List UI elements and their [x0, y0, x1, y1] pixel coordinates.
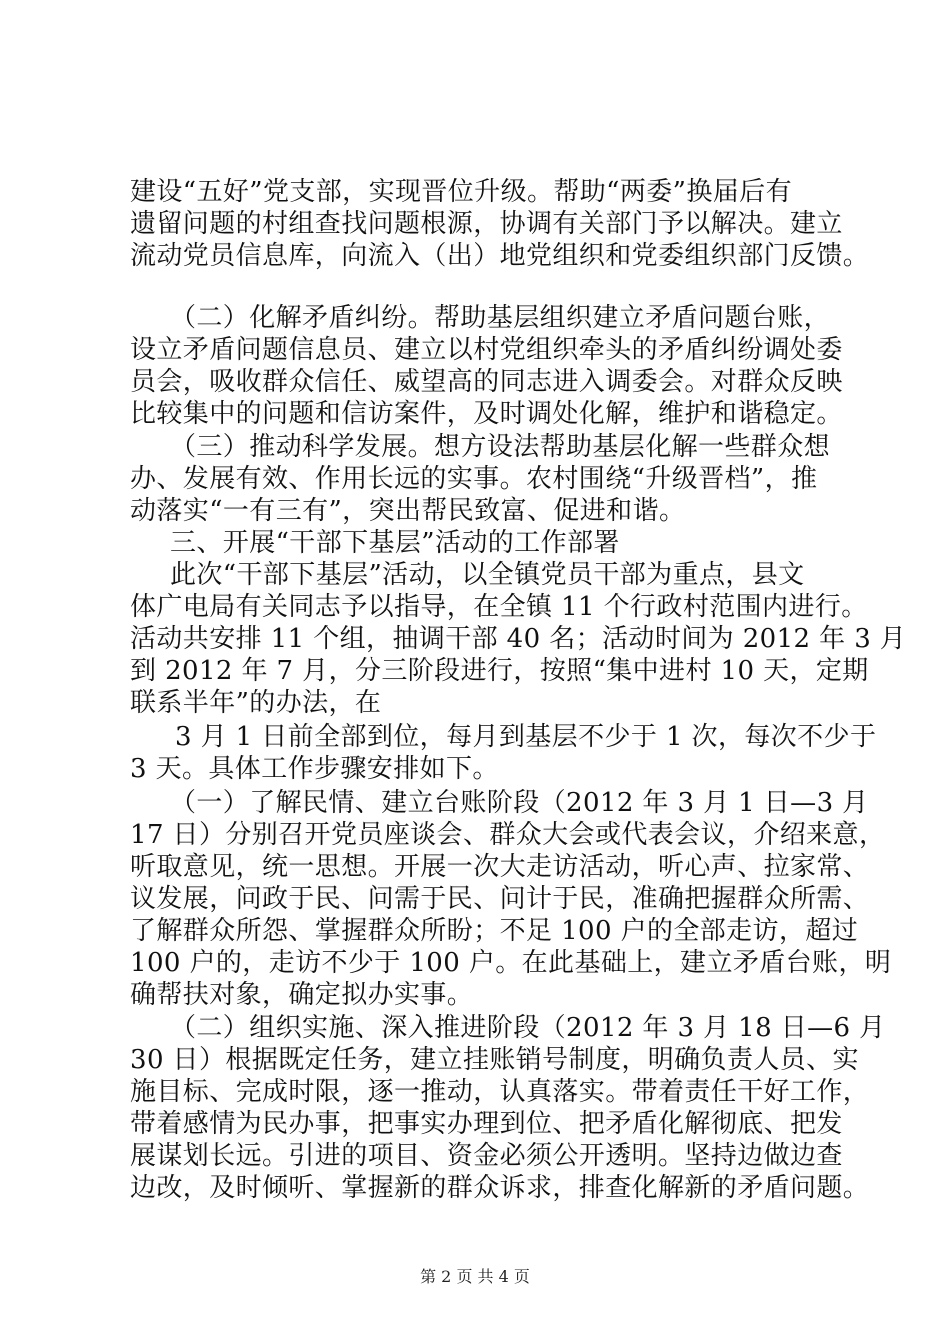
text-line: 30 日）根据既定任务，建立挂账销号制度，明确负责人员、实 [130, 1045, 859, 1075]
text-line: 员会，吸收群众信任、威望高的同志进入调委会。对群众反映 [130, 367, 843, 397]
text-line: 展谋划长远。引进的项目、资金必须公开透明。坚持边做边查 [130, 1141, 843, 1171]
section-heading: 三、开展“干部下基层”活动的工作部署 [170, 528, 620, 558]
page-footer: 第 2 页 共 4 页 [420, 1267, 530, 1286]
text-line: 边改，及时倾听、掌握新的群众诉求，排查化解新的矛盾问题。 [130, 1173, 870, 1203]
paragraph-first-line: （一）了解民情、建立台账阶段（2012 年 3 月 1 日—3 月 [170, 788, 869, 818]
text-line: 遗留问题的村组查找问题根源，协调有关部门予以解决。建立 [130, 209, 843, 239]
text-line: 流动党员信息库，向流入（出）地党组织和党委组织部门反馈。 [130, 241, 870, 271]
text-line: 议发展，问政于民、问需于民、问计于民，准确把握群众所需、 [130, 884, 870, 914]
paragraph-first-line: 此次“干部下基层”活动，以全镇党员干部为重点，县文 [170, 560, 805, 590]
text-line: 听取意见，统一思想。开展一次大走访活动，听心声、拉家常、 [130, 852, 870, 882]
paragraph-first-line: （三）推动科学发展。想方设法帮助基层化解一些群众想 [170, 432, 831, 462]
text-line: 了解群众所怨、掌握群众所盼；不足 100 户的全部走访，超过 [130, 916, 859, 946]
text-line: 联系半年”的办法，在 [130, 688, 382, 718]
paragraph-first-line: （二）组织实施、深入推进阶段（2012 年 3 月 18 日—6 月 [170, 1013, 886, 1043]
text-line: 3 天。具体工作步骤安排如下。 [130, 754, 499, 784]
text-line: 带着感情为民办事，把事实办理到位、把矛盾化解彻底、把发 [130, 1109, 843, 1139]
text-line: 确帮扶对象，确定拟办实事。 [130, 980, 474, 1010]
text-line: 设立矛盾问题信息员、建立以村党组织牵头的矛盾纠纷调处委 [130, 335, 843, 365]
text-line: 体广电局有关同志予以指导，在全镇 11 个行政村范围内进行。 [130, 592, 868, 622]
paragraph-first-line: 3 月 1 日前全部到位，每月到基层不少于 1 次，每次不少于 [175, 722, 877, 752]
text-line: 建设“五好”党支部，实现晋位升级。帮助“两委”换届后有 [130, 177, 792, 207]
text-line: 100 户的，走访不少于 100 户。在此基础上，建立矛盾台账，明 [130, 948, 892, 978]
text-line: 活动共安排 11 个组，抽调干部 40 名；活动时间为 2012 年 3 月 [130, 624, 907, 654]
text-line: 办、发展有效、作用长远的实事。农村围绕“升级晋档”，推 [130, 464, 818, 494]
text-line: 到 2012 年 7 月，分三阶段进行，按照“集中进村 10 天，定期 [130, 656, 869, 686]
text-line: 17 日）分别召开党员座谈会、群众大会或代表会议，介绍来意， [130, 820, 886, 850]
text-line: 比较集中的问题和信访案件，及时调处化解，维护和谐稳定。 [130, 399, 843, 429]
text-line: 施目标、完成时限，逐一推动，认真落实。带着责任干好工作， [130, 1077, 870, 1107]
text-line: 动落实“一有三有”，突出帮民致富、促进和谐。 [130, 496, 686, 526]
paragraph-first-line: （二）化解矛盾纠纷。帮助基层组织建立矛盾问题台账， [170, 303, 831, 333]
